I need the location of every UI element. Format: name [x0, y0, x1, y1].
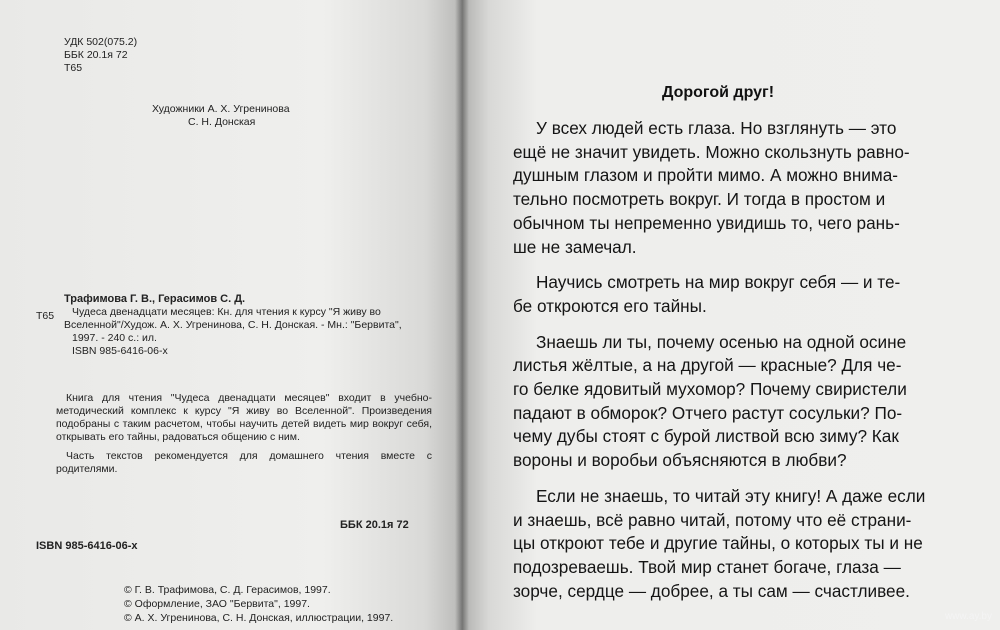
isbn-bottom: ISBN 985-6416-06-х: [36, 540, 138, 552]
artists-line-2: С. Н. Донская: [188, 116, 256, 128]
text-line: зорче, сердце — добрее, а ты сам — счастливее.: [513, 580, 910, 601]
copyright-block: [124, 583, 393, 625]
copyright-line-1: © Г. В. Трафимова, С. Д. Герасимов, 1997.: [124, 584, 331, 596]
watermark: www.ay.by: [944, 611, 992, 622]
t-code: Т65: [64, 62, 83, 74]
paragraph-1: [513, 117, 975, 259]
text-line: обычном ты непременно увидишь то, чего рань-: [513, 212, 900, 233]
page-heading: Дорогой друг!: [662, 84, 775, 101]
catalog-record: [64, 293, 402, 358]
text-line: бе откроются его тайны.: [513, 295, 707, 316]
text-line: цы откроют тебе и другие тайны, о которых ты и не: [513, 533, 923, 554]
classification-codes: [64, 36, 137, 75]
catalog-author: Трафимова Г. В., Герасимов С. Д.: [64, 293, 246, 305]
bbk-bottom: ББК 20.1я 72: [340, 519, 409, 531]
artists-credit: [152, 103, 290, 129]
text-line: ше не замечал.: [513, 236, 637, 257]
text-line: листья жёлтые, а на другой — красные? Для че-: [513, 355, 902, 376]
text-line: чему дубы стоят с бурой листвой всю зиму? Как: [513, 426, 899, 447]
left-page: [0, 0, 462, 630]
body-text: [513, 117, 975, 615]
copyright-line-2: © Оформление, ЗАО "Бервита", 1997.: [124, 598, 310, 610]
text-line: ещё не значит увидеть. Можно скользнуть равно-: [513, 141, 910, 162]
paragraph-2: [513, 271, 975, 318]
text-line: падают в обморок? Отчего растут сосульки? По-: [513, 402, 903, 423]
paragraph-4: [513, 485, 975, 604]
bbk-code: ББК 20.1я 72: [64, 49, 128, 61]
text-line: Если не знаешь, то читай эту книгу! А даже если: [536, 485, 926, 506]
text-line: Знаешь ли ты, почему осенью на одной осине: [536, 331, 907, 352]
paragraph-3: [513, 331, 975, 473]
text-line: Научись смотреть на мир вокруг себя — и те-: [536, 272, 901, 293]
copyright-line-3: © А. Х. Угренинова, С. Н. Донская, иллюстрации, 1997.: [124, 612, 394, 624]
text-line: подозреваешь. Твой мир станет богаче, глаза —: [513, 556, 901, 577]
catalog-line-4: ISBN 985-6416-06-х: [72, 345, 168, 357]
artists-line-1: Художники А. Х. Угренинова: [152, 103, 290, 115]
text-line: го белке ядовитый мухомор? Почему свиристели: [513, 379, 907, 400]
text-line: вороны и воробьи объясняются в любви?: [513, 450, 847, 471]
catalog-line-3: 1997. - 240 с.: ил.: [72, 332, 157, 344]
catalog-code: Т65: [36, 310, 55, 322]
text-line: тельно посмотреть вокруг. И тогда в простом и: [513, 189, 886, 210]
catalog-line-2: Вселенной"/Худож. А. Х. Угренинова, С. Н. Донская. - Мн.: "Бервита",: [64, 319, 402, 331]
udk-code: УДК 502(075.2): [64, 36, 138, 48]
annotation-paragraph-1: Книга для чтения "Чудеса двенадцати месяцев" входит в учебно-методический комплекс к курсу "Я живу во Вселенной". Произведения подобраны с таким расчетом, чтобы научить детей видеть мир вокруг себя, открывать его тайны, радоваться общению с ним.: [56, 392, 432, 443]
catalog-line-1: Чудеса двенадцати месяцев: Кн. для чтения к курсу "Я живу во: [72, 306, 381, 318]
text-line: и знаешь, всё равно читай, потому что её страни-: [513, 509, 912, 530]
annotation-paragraph-2: Часть текстов рекомендуется для домашнего чтения вместе с родителями.: [56, 450, 432, 475]
annotation: [56, 392, 432, 482]
book-gutter: [455, 0, 469, 630]
text-line: душным глазом и пройти мимо. А можно внима-: [513, 165, 899, 186]
text-line: У всех людей есть глаза. Но взглянуть — это: [536, 118, 897, 138]
